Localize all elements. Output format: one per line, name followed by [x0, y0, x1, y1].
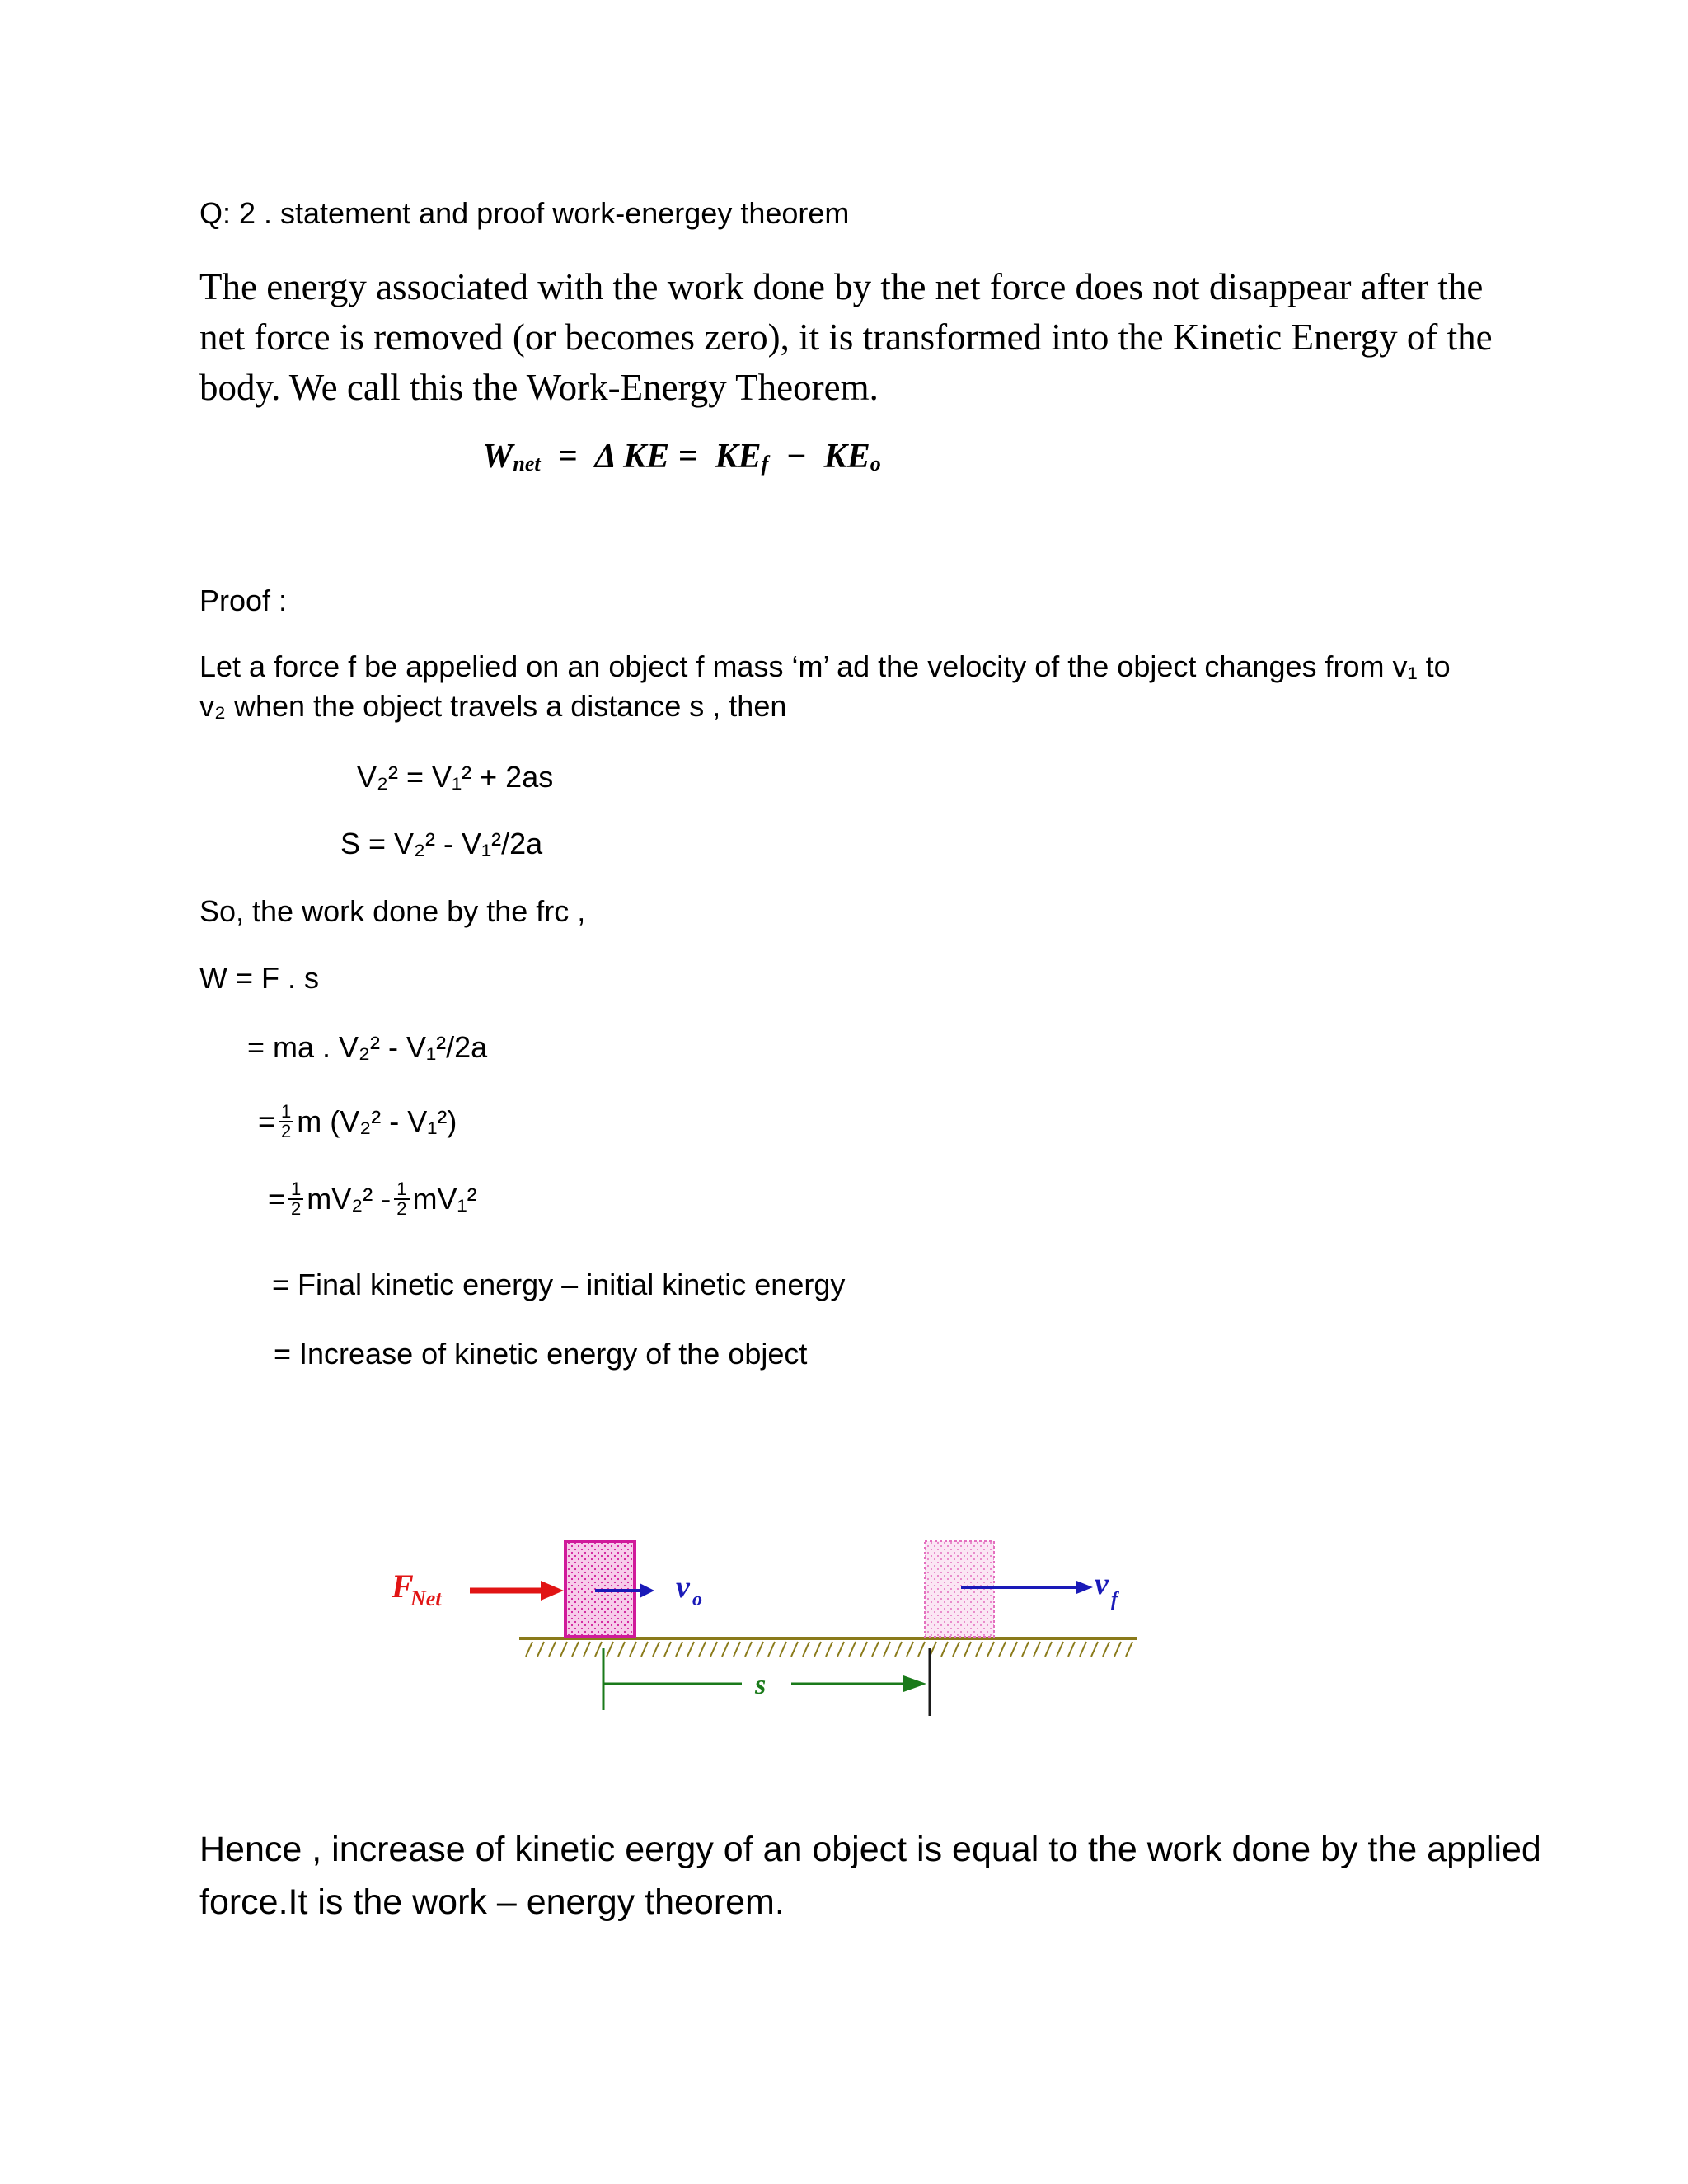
displacement-arrowhead: [903, 1675, 926, 1692]
final-velocity-arrowhead: [1076, 1581, 1093, 1594]
half-mass-expression: = $\frac{1}{2}$ m (V₂² - V₁²): [258, 1101, 457, 1141]
proof-intro-line-2: v₂ when the object travels a distance s , then: [199, 689, 787, 723]
distance-equation: S = V₂² - V₁²/2a: [340, 827, 543, 860]
ground-hatch: [526, 1642, 1132, 1657]
work-substitution: = ma . V₂² - V₁²/2a: [247, 1030, 488, 1064]
work-done-intro: So, the work done by the frc ,: [199, 894, 586, 928]
final-minus-initial: = Final kinetic energy – initial kinetic energy: [272, 1268, 846, 1301]
net-force-label: F: [392, 1568, 414, 1605]
net-force-arrowhead: [541, 1581, 564, 1601]
conclusion-text: Hence , increase of kinetic eergy of an object is equal to the work done by the applied force.It is the work – energy theorem.: [199, 1830, 1541, 1922]
work-energy-diagram: [379, 1525, 1162, 1731]
final-velocity-label: v: [1095, 1567, 1109, 1601]
increase-of-kinetic-energy: = Increase of kinetic energy of the object: [274, 1337, 808, 1371]
initial-velocity-label: v: [676, 1570, 690, 1605]
work-equation: W = F . s: [199, 961, 320, 995]
proof-label: Proof :: [199, 583, 288, 617]
theorem-statement: The energy associated with the work done by the net force does not disappear after the net force is removed (or becomes zero), it is transformed into the Kinetic Energy of the body. We call this the Work-Energy Theorem.: [199, 266, 1493, 408]
net-force-subscript: Net: [410, 1586, 442, 1610]
initial-velocity-subscript: o: [692, 1589, 702, 1610]
work-energy-formula: Wnet = Δ KE = KEf − KEo: [482, 438, 881, 476]
kinetic-difference-expression: = $\frac{1}{2}$ mV₂² - $\frac{1}{2}$ mV₁²: [268, 1179, 477, 1219]
half-fraction-b: $\frac{1}{2}$: [394, 1180, 409, 1218]
half-fraction-a: $\frac{1}{2}$: [288, 1180, 303, 1218]
question-title: Q: 2 . statement and proof work-energey theorem: [199, 196, 850, 230]
kinematic-equation: V₂² = V₁² + 2as: [357, 760, 554, 794]
final-velocity-subscript: f: [1111, 1589, 1118, 1610]
initial-velocity-arrowhead: [640, 1583, 654, 1598]
displacement-label: s: [755, 1670, 767, 1700]
half-fraction: $\frac{1}{2}$: [279, 1103, 293, 1141]
proof-intro-line-1: Let a force f be appelied on an object f mass ‘m’ ad the velocity of the object changes from v₁ to: [199, 649, 1451, 683]
